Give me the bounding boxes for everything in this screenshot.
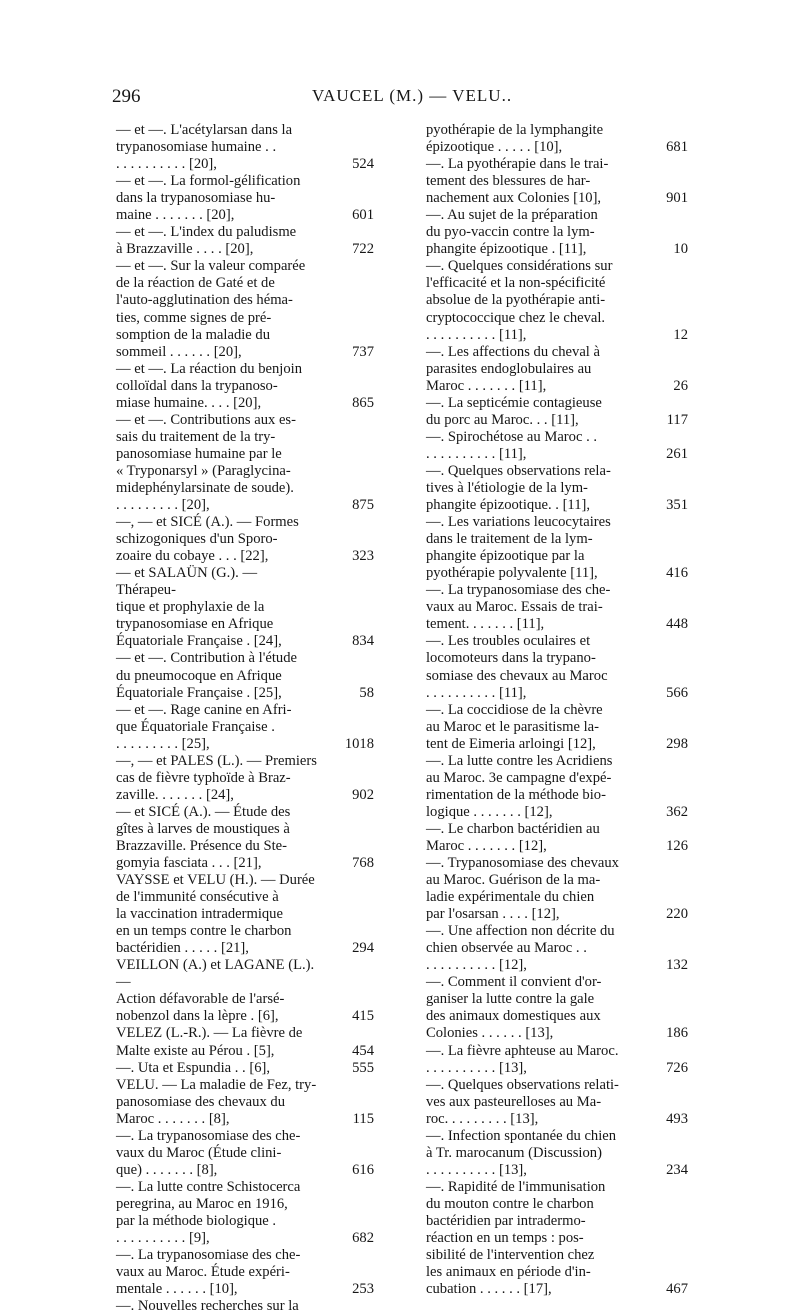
entry-page-number: 126 [666, 837, 688, 854]
left-column [116, 122, 374, 1315]
index-entry [116, 1128, 374, 1179]
entry-page-number: 117 [666, 411, 688, 428]
index-entry [116, 361, 374, 412]
entry-page-number: 448 [666, 616, 688, 633]
entry-text: —. La trypanosomiase des che- vaux au Maroc. Essais de trai- tement. . . . . . . [11], [426, 582, 611, 633]
entry-text: —. Les affections du cheval à parasites endoglobulaires au Maroc . . . . . . . [11], [426, 343, 600, 394]
index-entry [116, 122, 374, 173]
entry-text: —. La lutte contre les Acridiens au Maroc. 3e campagne d'expé- rimentation de la méthode bio- logique . . . . . . . [12], [426, 752, 613, 820]
entry-text: —. Au sujet de la préparation du pyo-vaccin contre la lym- phangite épizootique . [11], [426, 207, 598, 258]
entry-text: VELU. — La maladie de Fez, try- panosomiase des chevaux du Maroc . . . . . . . [8], [116, 1076, 317, 1127]
entry-text: —. Rapidité de l'immunisation du mouton contre le charbon bactéridien par intradermo- réaction en un temps : pos- sibilité de l'intervention chez les animaux en période d'in- cubation . . . . . . [17], [426, 1178, 606, 1298]
running-head: VAUCEL (M.) — VELU.. [312, 86, 513, 105]
entry-text: —. Uta et Espundia . . [6], [116, 1059, 271, 1076]
entry-page-number: 737 [352, 343, 374, 360]
entry-page-number: 10 [673, 241, 688, 258]
entry-page-number: 323 [352, 548, 374, 565]
entry-text: —. Le charbon bactéridien au Maroc . . . . . . . [12], [426, 820, 600, 854]
entry-page-number: 1018 [344, 735, 374, 752]
entry-page-number: 566 [666, 684, 688, 701]
entry-page-number: 261 [666, 445, 688, 462]
entry-page-number: 902 [352, 786, 374, 803]
index-entry [116, 1298, 374, 1315]
entry-text: —. Comment il convient d'or- ganiser la lutte contre la gale des animaux domestiques aux Colonies . . . . . . [13], [426, 974, 602, 1042]
entry-text: —. La pyothérapie dans le trai- tement des blessures de har- nachement aux Colonies [10], [426, 156, 609, 207]
index-entry [116, 514, 374, 565]
index-entry [116, 565, 374, 650]
index-entry [426, 207, 688, 258]
entry-text: —. Quelques considérations sur l'efficacité et la non-spécificité absolue de la pyothérapie anti- cryptococcique chez le cheval. . . . . . . . . . . [11], [426, 258, 613, 343]
entry-page-number: 722 [352, 241, 374, 258]
entry-page-number: 58 [359, 684, 374, 701]
entry-page-number: 298 [666, 735, 688, 752]
index-entry [426, 702, 688, 753]
entry-text: —. Spirochétose au Maroc . . . . . . . . . . . . [11], [426, 428, 598, 462]
entry-page-number: 12 [673, 326, 688, 343]
entry-page-number: 616 [352, 1161, 374, 1178]
index-entry [426, 1179, 688, 1298]
index-entry [426, 344, 688, 395]
index-entry [426, 1043, 688, 1077]
index-entry [426, 821, 688, 855]
entry-text: —. Infection spontanée du chien à Tr. marocanum (Discussion) . . . . . . . . . . [13], [426, 1127, 617, 1178]
entry-page-number: 865 [352, 394, 374, 411]
entry-page-number: 524 [352, 156, 374, 173]
index-entry [426, 1128, 688, 1179]
index-entry [426, 122, 688, 156]
entry-text: VEILLON (A.) et LAGANE (L.). — Action défavorable de l'arsé- nobenzol dans la lèpre . [6], [116, 957, 315, 1025]
index-entry [426, 395, 688, 429]
index-entry [426, 974, 688, 1042]
entry-text: — et SICÉ (A.). — Étude des gîtes à larves de moustiques à Brazzaville. Présence du Ste- gomyia fasciata . . . [21], [116, 803, 291, 872]
entry-page-number: 726 [666, 1059, 688, 1076]
entry-text: — et —. Sur la valeur comparée de la réaction de Gaté et de l'auto-agglutination des héma- ties, comme signes de pré- somption de la maladie du sommeil . . . . . . [20], [116, 258, 306, 360]
entry-text: —, — et SICÉ (A.). — Formes schizogoniques d'un Sporo- zoaire du cobaye . . . [22], [116, 514, 299, 565]
entry-page-number: 555 [352, 1059, 374, 1076]
entry-text: —. La fièvre aphteuse au Maroc. . . . . . . . . . . [13], [426, 1042, 619, 1076]
index-entry [116, 1060, 374, 1077]
entry-page-number: 415 [352, 1008, 374, 1025]
entry-text: VELEZ (L.-R.). — La fièvre de Malte existe au Pérou . [5], [116, 1025, 303, 1059]
index-entry [426, 923, 688, 974]
index-entry [426, 855, 688, 923]
entry-text: —. Les variations leucocytaires dans le traitement de la lym- phangite épizootique par la pyothérapie polyvalente [11], [426, 514, 611, 582]
entry-text: — et —. L'index du paludisme à Brazzaville . . . . [20], [116, 224, 297, 258]
entry-page-number: 115 [352, 1110, 374, 1127]
index-entry [116, 1025, 374, 1059]
index-entry [426, 156, 688, 207]
entry-page-number: 493 [666, 1110, 688, 1127]
index-entry [116, 957, 374, 1025]
entry-page-number: 416 [666, 565, 688, 582]
entry-text: — et —. Contributions aux es- sais du traitement de la try- panosomiase humaine par le « Tryponarsyl » (Paraglycina- midephénylarsinate de soude). . . . . . . . . . [20], [116, 411, 296, 514]
entry-page-number: 681 [666, 139, 688, 156]
entry-text: —. La coccidiose de la chèvre au Maroc et le parasitisme la- tent de Eimeria arloingi [12], [426, 701, 603, 752]
entry-page-number: 234 [666, 1161, 688, 1178]
entry-text: —. Les troubles oculaires et locomoteurs dans la trypano- somiase des chevaux au Maroc . . . . . . . . . . [11], [426, 633, 608, 701]
index-entry [116, 1179, 374, 1247]
entry-page-number: 26 [673, 377, 688, 394]
entry-text: — et —. La formol-gélification dans la trypanosomiase hu- maine . . . . . . . [20], [116, 173, 301, 224]
entry-text: —. Quelques observations relati- ves aux pasteurelloses au Ma- roc. . . . . . . . . [13], [426, 1076, 619, 1127]
entry-page-number: 220 [666, 906, 688, 923]
entry-page-number: 875 [352, 497, 374, 514]
index-entry [116, 872, 374, 957]
right-column [426, 122, 688, 1298]
entry-text: —. Nouvelles recherches sur la [116, 1298, 299, 1315]
entry-page-number: 901 [666, 190, 688, 207]
entry-text: — et —. La réaction du benjoin colloïdal dans la trypanoso- miase humaine. . . . [20], [116, 360, 303, 411]
entry-page-number: 682 [352, 1230, 374, 1247]
index-entry [116, 173, 374, 224]
entry-page-number: 132 [666, 957, 688, 974]
index-entry [116, 258, 374, 360]
index-entry [116, 702, 374, 753]
index-entry [116, 1077, 374, 1128]
entry-text: —. La lutte contre Schistocerca peregrina, au Maroc en 1916, par la méthode biologique . . . . . . . . . . . [9], [116, 1178, 301, 1247]
entry-text: — et —. Rage canine en Afri- que Équatoriale Française . . . . . . . . . . [25], [116, 701, 292, 752]
entry-page-number: 467 [666, 1281, 688, 1298]
page-number: 296 [112, 86, 141, 107]
index-entry [426, 1077, 688, 1128]
entry-page-number: 253 [352, 1281, 374, 1298]
entry-text: VAYSSE et VELU (H.). — Durée de l'immunité consécutive à la vaccination intradermique en un temps contre le charbon bactéridien . . . . . [21], [116, 872, 315, 957]
entry-text: — et —. L'acétylarsan dans la trypanosomiase humaine . . . . . . . . . . . . [20], [116, 122, 293, 173]
index-entry [116, 804, 374, 872]
entry-page-number: 834 [352, 633, 374, 650]
entry-text: —. Une affection non décrite du chien observée au Maroc . . . . . . . . . . . . [12], [426, 923, 615, 974]
entry-page-number: 362 [666, 803, 688, 820]
index-entry [116, 753, 374, 804]
index-entry [426, 633, 688, 701]
index-entry [116, 1247, 374, 1298]
entry-page-number: 601 [352, 207, 374, 224]
index-entry [426, 753, 688, 821]
entry-page-number: 768 [352, 855, 374, 872]
index-entry [426, 582, 688, 633]
index-entry [426, 258, 688, 343]
index-entry [426, 429, 688, 463]
entry-text: —. Trypanosomiase des chevaux au Maroc. Guérison de la ma- ladie expérimentale du chien par l'osarsan . . . . [12], [426, 855, 619, 923]
entry-text: —. La trypanosomiase des che- vaux du Maroc (Étude clini- que) . . . . . . . [8], [116, 1127, 301, 1178]
entry-text: — et SALAÜN (G.). — Thérapeu- tique et prophylaxie de la trypanosomiase en Afrique Équatoriale Française . [24], [116, 565, 282, 650]
entry-text: —. Quelques observations rela- tives à l'étiologie de la lym- phangite épizootique. . [11], [426, 462, 611, 514]
entry-page-number: 294 [352, 940, 374, 957]
index-entry [116, 412, 374, 514]
entry-page-number: 186 [666, 1025, 688, 1042]
index-entry [116, 224, 374, 258]
index-entry [426, 463, 688, 514]
entry-page-number: 454 [352, 1042, 374, 1059]
entry-text: —. La trypanosomiase des che- vaux au Maroc. Étude expéri- mentale . . . . . . [10], [116, 1247, 301, 1298]
entry-text: pyothérapie de la lymphangite épizootique . . . . . [10], [426, 122, 604, 156]
entry-text: —, — et PALES (L.). — Premiers cas de fièvre typhoïde à Braz- zaville. . . . . . . [24], [116, 752, 317, 803]
entry-text: — et —. Contribution à l'étude du pneumocoque en Afrique Équatoriale Française . [25], [116, 650, 297, 701]
index-entry [426, 514, 688, 582]
entry-page-number: 351 [666, 497, 688, 514]
index-entry [116, 650, 374, 701]
entry-text: —. La septicémie contagieuse du porc au Maroc. . . [11], [426, 394, 602, 428]
